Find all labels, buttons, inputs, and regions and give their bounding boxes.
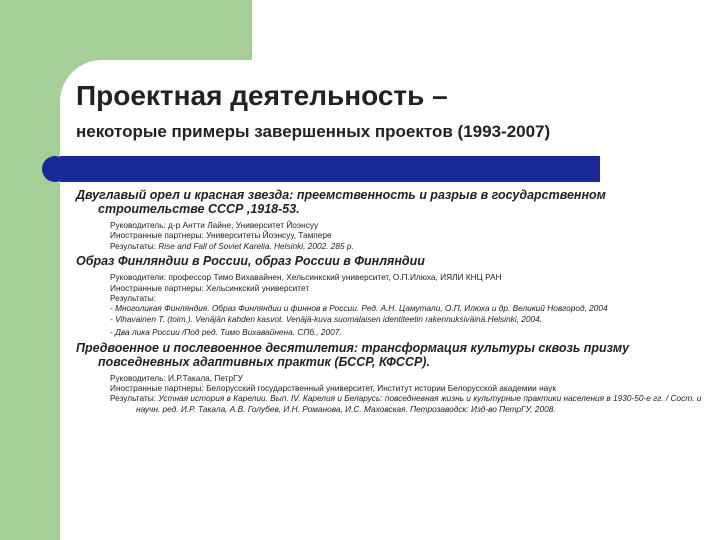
project-heading: Предвоенное и послевоенное десятилетия: трансформация культуры сквозь призму повседневных адаптивных практик (БССР, КФССР). [76,340,630,369]
project-heading: Двуглавый орел и красная звезда: преемственность и разрыв в государственном строительстве СССР ,1918-53. [76,188,606,216]
project-3 [76,341,712,415]
results-item: - Два лика России /Под ред. Тимо Вихавайнена. СПб., 2007. [110,327,342,338]
results-item: - Многоликая Финляндия. Образ Финляндии и финнов в России. Ред. А.Н. Цамутали, О.П. Илюха и др. Великий Новгород, 2004 [110,303,608,314]
project-leaders: Руководитель: И.Р.Такала, ПетрГУ [110,372,243,383]
project-meta [76,373,712,415]
results-text: Устная история в Карелии. Вып. IV. Карелия и Беларусь: повседневная жизнь и культурные практики населения в 1930-50-е гг. / Сост. и научн. ред. И.Р. Такала, А.В. Голубев, И.Н. Романова, И.С. Маховская. Петрозаводск: Изд-во ПетрГУ, 2008. [136,393,702,414]
project-leaders: Руководители: профессор Тимо Вихавайнен, Хельсинкский университет, О.П.Илюха, ИЯЛИ КНЦ РАН [110,272,502,283]
results-text: Rise and Fall of Soviet Karelia. Helsinki, 2002. 285 p. [158,240,354,251]
blue-divider-bar [60,156,600,182]
results-label: Результаты: [110,393,159,404]
slide-title: Проектная деятельность – [76,80,448,111]
project-partners: Иностранные партнеры: Хельсинкский университет [110,282,310,293]
project-meta [76,272,712,337]
results-label: Результаты: [110,293,157,304]
slide-subtitle: некоторые примеры завершенных проектов (1993-2007) [76,122,551,141]
project-heading: Образ Финляндии в России, образ России в Финляндии [76,254,425,269]
project-list [76,188,712,417]
project-partners: Иностранные партнеры: Белорусский государственный университет, Институт истории Белорусской академии наук [110,383,556,394]
project-1 [76,188,712,251]
project-partners: Иностранные партнеры: Университеты Йоэнсуу, Тампере [110,230,332,241]
project-meta [76,220,712,251]
project-results [110,241,712,251]
results-item: - Vihavainen T. (toim.). Venäjän kahden kasvot. Venäjä-kuva suomalaisen identiteetin rakennuksiväinä.Helsinki, 2004. [110,313,542,324]
project-results [110,393,712,414]
results-label: Результаты: [110,240,159,251]
project-leaders: Руководитель: д-р Антти Лайне, Университет Йоэнсуу [110,220,319,230]
project-2 [76,254,712,337]
